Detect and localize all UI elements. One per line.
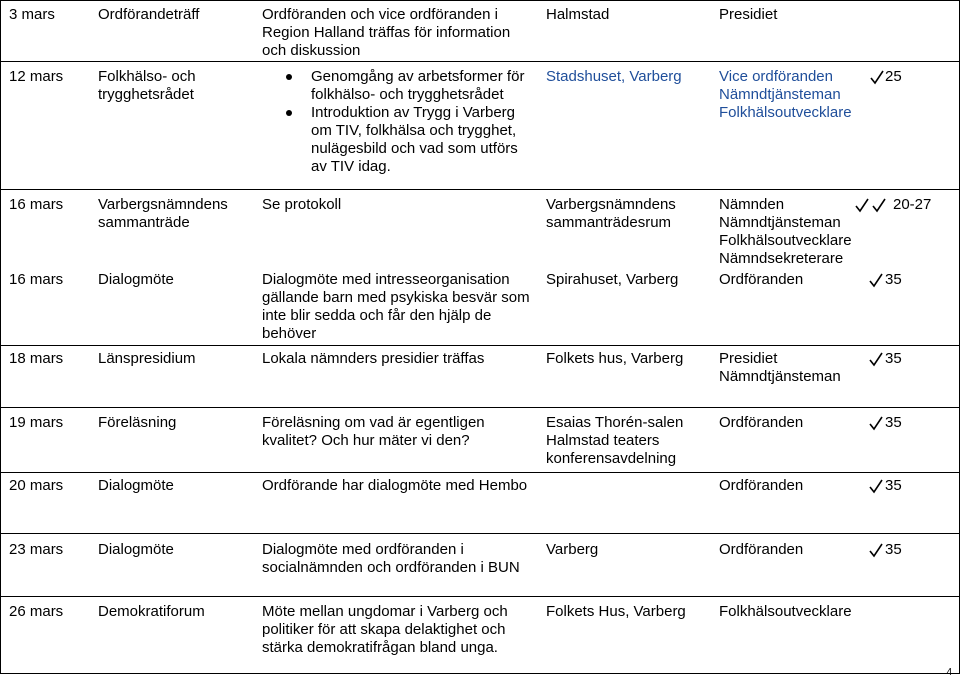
date-cell: 26 mars xyxy=(9,603,64,620)
points-cell: 25 xyxy=(885,68,902,85)
description-cell: Lokala nämnders presidier träffas xyxy=(262,350,485,367)
event-cell: Varbergsnämndens sammanträde xyxy=(98,196,228,231)
place-cell: Esaias Thorén-salen Halmstad teaters konferensavdelning xyxy=(546,414,684,467)
points-cell: 35 xyxy=(885,477,902,494)
date-cell: 20 mars xyxy=(9,477,64,494)
page-number: 4 xyxy=(946,667,952,678)
participants-cell: Nämnden Nämndtjänsteman Folkhälsoutvecklare Nämndsekreterare xyxy=(719,196,852,267)
participants-cell: Ordföranden xyxy=(719,477,804,494)
place-cell: Halmstad xyxy=(546,6,610,23)
date-cell: 16 mars xyxy=(9,271,64,288)
date-cell: 3 mars xyxy=(9,6,55,23)
event-cell: Dialogmöte xyxy=(98,541,174,558)
description-cell: Se protokoll xyxy=(262,196,342,213)
description-cell: Dialogmöte med ordföranden i socialnämnden och ordföranden i BUN xyxy=(262,541,520,576)
event-cell: Dialogmöte xyxy=(98,271,174,288)
checkmark-icon xyxy=(869,543,883,563)
place-cell: Varberg xyxy=(546,541,599,558)
checkmark-icon xyxy=(869,273,883,293)
place-cell: Varbergsnämndens sammanträdesrum xyxy=(546,196,676,231)
checkmark-icon xyxy=(869,479,883,499)
checkmark-icon xyxy=(869,352,883,372)
participants-cell: Ordföranden xyxy=(719,541,804,558)
event-cell: Dialogmöte xyxy=(98,477,174,494)
description-cell xyxy=(262,68,534,176)
event-cell: Folkhälso- och trygghetsrådet xyxy=(98,68,196,103)
points-cell: 35 xyxy=(885,271,902,288)
participants-cell: Vice ordföranden Nämndtjänsteman Folkhälsoutvecklare xyxy=(719,68,852,121)
date-cell: 16 mars xyxy=(9,196,64,213)
participants-cell: Presidiet xyxy=(719,6,778,23)
date-cell: 19 mars xyxy=(9,414,64,431)
points-cell: 35 xyxy=(885,414,902,431)
description-cell: Föreläsning om vad är egentligen kvalitet? Och hur mäter vi den? xyxy=(262,414,485,449)
description-cell: Dialogmöte med intresseorganisation gällande barn med psykiska besvär som inte blir sedda och får den hjälp de behöver xyxy=(262,271,530,342)
checkmark-icon xyxy=(869,416,883,436)
bullet-item: Introduktion av Trygg i Varberg om TIV, folkhälsa och trygghet, nulägesbild och vad som utförs av TIV idag. xyxy=(262,104,534,176)
event-cell: Föreläsning xyxy=(98,414,177,431)
event-cell: Demokratiforum xyxy=(98,603,205,620)
place-cell: Folkets Hus, Varberg xyxy=(546,603,686,620)
points-cell: 35 xyxy=(885,541,902,558)
date-cell: 12 mars xyxy=(9,68,64,85)
description-cell: Ordföranden och vice ordföranden i Region Halland träffas för information och diskussion xyxy=(262,6,511,59)
checkmark-icon xyxy=(872,198,886,218)
place-cell: Stadshuset, Varberg xyxy=(546,68,682,85)
points-cell: 35 xyxy=(885,350,902,367)
description-cell: Möte mellan ungdomar i Varberg och politiker för att skapa delaktighet och stärka demokratifrågan bland unga. xyxy=(262,603,508,656)
event-cell: Länspresidium xyxy=(98,350,196,367)
participants-cell: Folkhälsoutvecklare xyxy=(719,603,852,620)
bullet-item: Genomgång av arbetsformer för folkhälso- och trygghetsrådet xyxy=(262,68,534,104)
participants-cell: Presidiet Nämndtjänsteman xyxy=(719,350,841,385)
checkmark-icon xyxy=(855,198,869,218)
place-cell: Folkets hus, Varberg xyxy=(546,350,684,367)
participants-cell: Ordföranden xyxy=(719,271,804,288)
event-cell: Ordförandeträff xyxy=(98,6,200,23)
points-cell: 20-27 xyxy=(893,196,932,213)
place-cell: Spirahuset, Varberg xyxy=(546,271,679,288)
date-cell: 18 mars xyxy=(9,350,64,367)
checkmark-icon xyxy=(870,70,884,90)
date-cell: 23 mars xyxy=(9,541,64,558)
participants-cell: Ordföranden xyxy=(719,414,804,431)
description-cell: Ordförande har dialogmöte med Hembo xyxy=(262,477,528,494)
